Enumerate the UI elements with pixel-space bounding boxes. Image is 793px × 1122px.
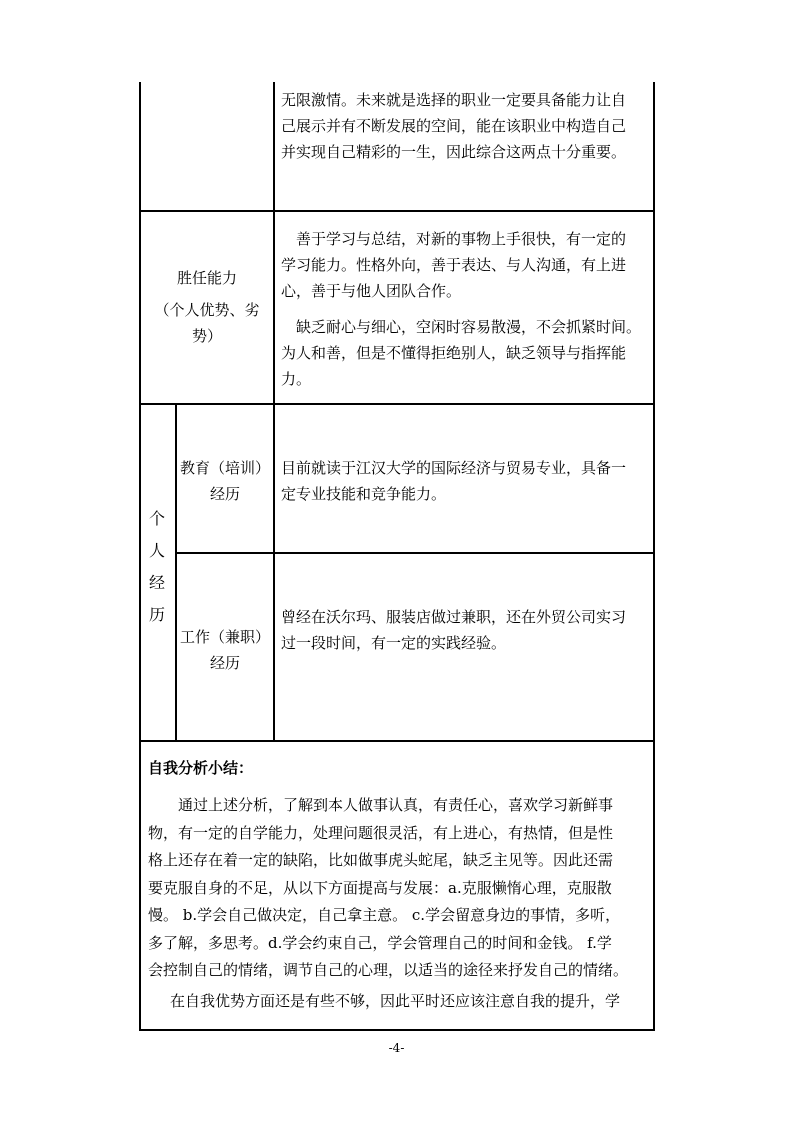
text-line: 会控制自己的情绪，调节自己的心理，以适当的途径来抒发自己的情绪。: [148, 961, 629, 979]
label-char: 个: [148, 509, 165, 528]
text-line: 缺乏耐心与细心，空闲时容易散漫，不会抓紧时间。: [296, 318, 642, 336]
work-content: [281, 604, 647, 656]
label-line: 工作（兼职）: [179, 628, 270, 646]
text-line: 目前就读于江汉大学的国际经济与贸易专业，具备一: [281, 459, 627, 477]
text-line: 慢。 b.学会自己做决定，自己拿主意。 c.学会留意身边的事情，多听，: [148, 906, 621, 924]
text-line: 善于学习与总结，对新的事物上手很快，有一定的: [296, 230, 627, 248]
text-line: 学习能力。性格外向，善于表达、与人沟通，有上进: [281, 256, 627, 274]
table-border-bottom: [139, 1029, 655, 1031]
table-rule-4: [139, 740, 655, 742]
table-border-left: [139, 82, 141, 1030]
table-rule-3: [175, 552, 655, 554]
label-char: 历: [148, 605, 165, 624]
label-line: 势）: [191, 327, 222, 345]
education-content: [281, 455, 647, 507]
text-line: 过一段时间，有一定的实践经验。: [281, 634, 507, 652]
strengths-paragraph: [281, 226, 647, 304]
summary-paragraph-2: [148, 988, 646, 1016]
experience-group-label: [147, 503, 167, 631]
table-rule-2: [139, 403, 655, 405]
text-line: 物，有一定的自学能力，处理问题很灵活，有上进心，有热情，但是性: [148, 823, 614, 842]
text-line: 格上还存在着一定的缺陷，比如做事虎头蛇尾，缺乏主见等。因此还需: [148, 851, 614, 869]
page-number: -4-: [388, 1041, 405, 1055]
text-line: 通过上述分析，了解到本人做事认真，有责任心，喜欢学习新鲜事: [178, 796, 614, 814]
summary-heading: 自我分析小结：: [148, 759, 254, 777]
education-label: [177, 455, 273, 507]
text-line: 为人和善，但是不懂得拒绝别人，缺乏领导与指挥能: [281, 344, 627, 362]
competency-content: [281, 226, 647, 392]
continuation-text: [281, 87, 647, 165]
label-char: 人: [148, 541, 165, 560]
text-line: 多了解，多思考。d.学会约束自己，学会管理自己的时间和金钱。 f.学: [148, 933, 612, 952]
weaknesses-paragraph: [281, 314, 647, 392]
label-line: 经历: [209, 654, 240, 672]
table-divider-label: [273, 82, 275, 740]
label-line: （个人优势、劣: [154, 301, 260, 319]
summary-paragraph-1: [148, 792, 646, 985]
text-line: 心，善于与他人团队合作。: [281, 282, 462, 300]
competency-label: [141, 265, 273, 349]
text-line: 定专业技能和竞争能力。: [281, 485, 447, 503]
text-line: 并实现自己精彩的一生，因此综合这两点十分重要。: [281, 143, 627, 161]
text-line: 己展示并有不断发展的空间，能在该职业中构造自己: [281, 117, 627, 135]
table-border-right: [653, 82, 655, 1030]
label-line: 经历: [209, 485, 240, 503]
text-line: 在自我优势方面还是有些不够，因此平时还应该注意自我的提升，学: [170, 992, 621, 1010]
table-rule-1: [139, 210, 655, 212]
label-char: 经: [148, 573, 165, 592]
text-line: 无限激情。未来就是选择的职业一定要具备能力让自: [281, 91, 627, 109]
text-line: 力。: [281, 370, 312, 388]
work-label: [177, 624, 273, 676]
label-line: 胜任能力: [176, 269, 237, 287]
label-line: 教育（培训）: [179, 459, 270, 477]
text-line: 要克服自身的不足，从以下方面提高与发展：a.克服懒惰心理，克服散: [148, 878, 612, 897]
text-line: 曾经在沃尔玛、服装店做过兼职，还在外贸公司实习: [281, 608, 627, 626]
